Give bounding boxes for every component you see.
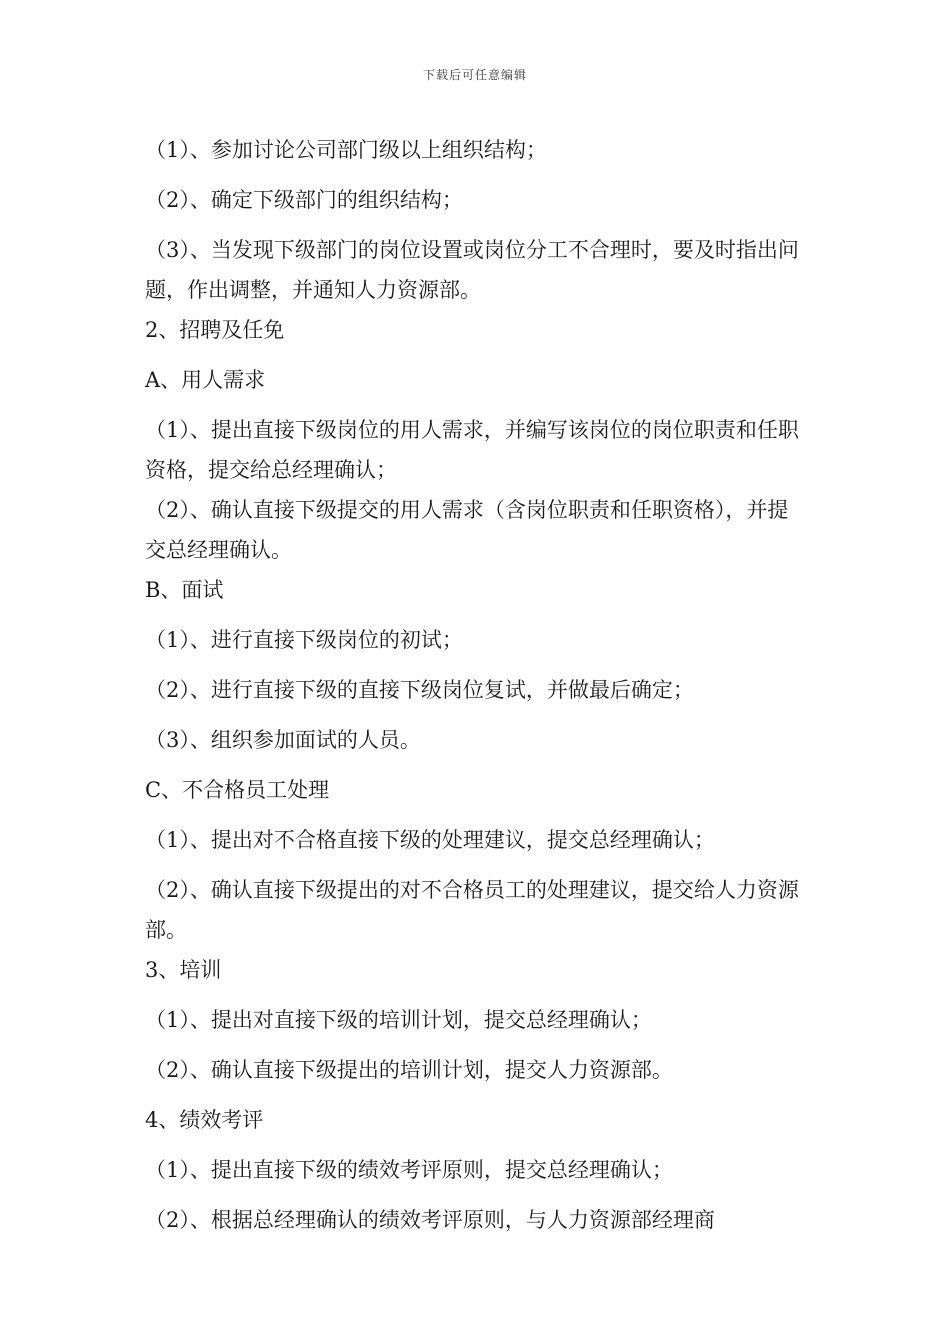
paragraph: （2）、确认直接下级提出的培训计划，提交人力资源部。 — [145, 1058, 673, 1082]
paragraph: （1）、提出直接下级的绩效考评原则，提交总经理确认； — [145, 1158, 673, 1182]
subsection-heading: A、用人需求 — [145, 368, 266, 392]
paragraph: （1）、参加讨论公司部门级以上组织结构； — [145, 138, 547, 162]
paragraph: （2）、进行直接下级的直接下级岗位复试，并做最后确定； — [145, 678, 694, 702]
paragraph: （1）、提出直接下级岗位的用人需求，并编写该岗位的岗位职责和任职资格，提交给总经理确认； — [145, 418, 799, 482]
section-heading: 4、绩效考评 — [145, 1108, 264, 1132]
paragraph: （1）、进行直接下级岗位的初试； — [145, 628, 463, 652]
section-heading: 2、招聘及任免 — [145, 318, 285, 342]
document-body — [145, 130, 807, 1250]
subsection-heading: B、面试 — [145, 578, 224, 602]
paragraph: （2）、确定下级部门的组织结构； — [145, 188, 463, 212]
subsection-heading: C、不合格员工处理 — [145, 778, 330, 802]
paragraph: （3）、组织参加面试的人员。 — [145, 728, 421, 752]
paragraph: （2）、确认直接下级提交的用人需求（含岗位职责和任职资格），并提交总经理确认。 — [145, 498, 789, 562]
paragraph: （3）、当发现下级部门的岗位设置或岗位分工不合理时，要及时指出问题，作出调整，并通知人力资源部。 — [145, 238, 799, 302]
paragraph: （1）、提出对直接下级的培训计划，提交总经理确认； — [145, 1008, 652, 1032]
page-header: 下载后可任意编辑 — [422, 68, 527, 82]
paragraph: （2）、确认直接下级提出的对不合格员工的处理建议，提交给人力资源部。 — [145, 878, 799, 942]
paragraph: （2）、根据总经理确认的绩效考评原则，与人力资源部经理商 — [145, 1208, 715, 1232]
paragraph: （1）、提出对不合格直接下级的处理建议，提交总经理确认； — [145, 828, 715, 852]
section-heading: 3、培训 — [145, 958, 222, 982]
